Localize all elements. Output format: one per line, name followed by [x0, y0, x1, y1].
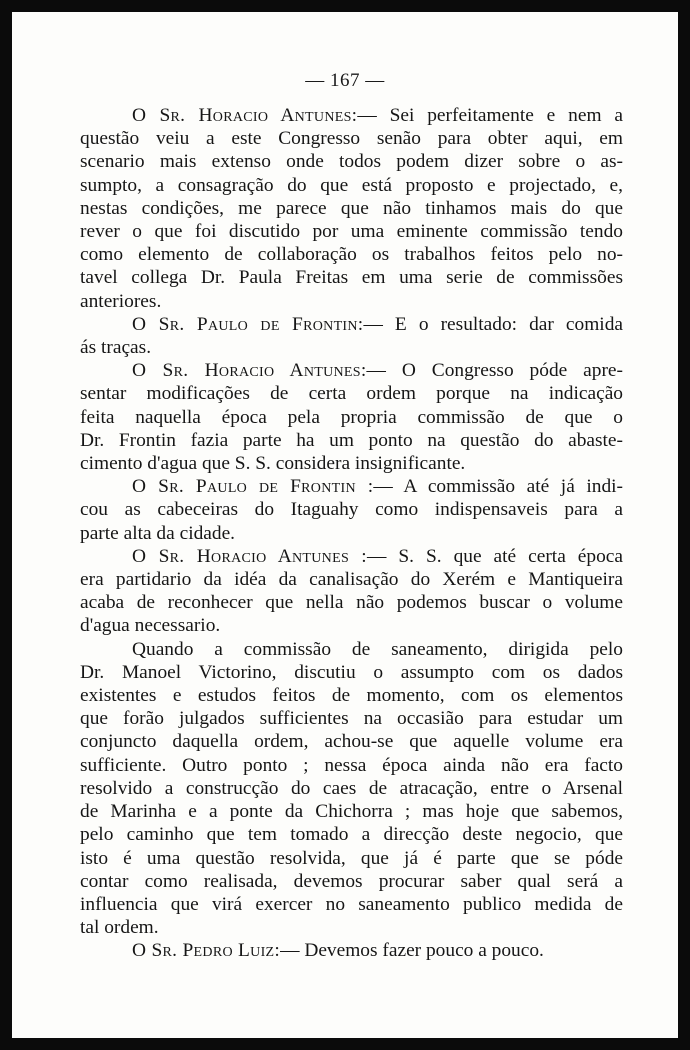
text-line: O Sr. Pedro Luiz:— Devemos fazer pouco a pouco. — [132, 940, 544, 962]
speaker-name: O Sr. Horacio Antunes : — [132, 545, 367, 567]
paragraph — [80, 638, 623, 940]
text-line: cimento d'agua que S. S. considera insignificante. — [80, 453, 466, 475]
text-line: O Sr. Paulo de Frontin :— A commissão até já indi- — [132, 476, 623, 498]
speaker-name: O Sr. Pedro Luiz: — [132, 940, 281, 962]
text-line: tavel collega Dr. Paula Freitas em uma serie de commissões — [80, 267, 623, 289]
text-line: tal ordem. — [80, 917, 159, 939]
text-line: Dr. Frontin fazia parte ha um ponto na questão do abaste- — [80, 429, 623, 451]
text-line: isto é uma questão resolvida, que já é parte que se póde — [80, 847, 623, 869]
text-line: scenario mais extenso onde todos podem dizer sobre o as- — [80, 151, 623, 173]
text-line: rever o que foi discutido por uma eminente commissão tendo — [80, 221, 623, 243]
text-line: conjuncto daquella ordem, achou-se que aquelle volume era — [80, 731, 623, 753]
text-line: ás traças. — [80, 337, 152, 359]
paragraph — [80, 359, 623, 475]
paragraph — [80, 939, 623, 962]
text-line: sumpto, a consagração do que está proposto e projectado, e, — [80, 174, 623, 196]
text-line: feita naquella época pela propria commissão de que o — [80, 406, 623, 428]
text-line: Quando a commissão de saneamento, dirigida pelo — [132, 638, 623, 660]
text-line: cou as cabeceiras do Itaguahy como indispensaveis para a — [80, 499, 623, 521]
speaker-name: O Sr. Horacio Antunes: — [132, 105, 358, 126]
text-line: de Marinha e a ponte da Chichorra ; mas hoje que sabemos, — [80, 801, 623, 823]
text-line: sentar modificações de certa ordem porque na indicação — [80, 383, 623, 405]
text-line: d'agua necessario. — [80, 615, 221, 637]
speaker-name: O Sr. Horacio Antunes: — [132, 360, 367, 382]
text-line: nestas condições, me parece que não tinhamos mais do que — [80, 197, 623, 219]
speaker-name: O Sr. Paulo de Frontin: — [132, 313, 364, 335]
text-line: existentes e estudos feitos de momento, com os elementos — [80, 685, 623, 707]
page-number: — 167 — — [305, 70, 385, 91]
text-line: Dr. Manoel Victorino, discutiu o assumpto com os dados — [80, 661, 623, 683]
text-line: sufficiente. Outro ponto ; nessa época ainda não era facto — [80, 754, 623, 776]
text-line: anteriores. — [80, 290, 162, 312]
paragraph — [80, 545, 623, 638]
text-line: resolvido a construcção do caes de atracação, entre o Arsenal — [80, 777, 623, 799]
book-page — [12, 12, 678, 1038]
text-line: O Sr. Paulo de Frontin:— E o resultado: dar comida — [132, 313, 623, 335]
text-line: era partidario da idéa da canalisação do Xerém e Mantiqueira — [80, 569, 623, 591]
text-line: que forão julgados sufficientes na occasião para estudar um — [80, 708, 623, 730]
text-line: influencia que virá exercer no saneamento publico medida de — [80, 893, 623, 915]
text-line: acaba de reconhecer que nella não podemos buscar o volume — [80, 592, 623, 614]
text-line: O Sr. Horacio Antunes:— Sei perfeitamente e nem a — [132, 105, 623, 126]
text-line: O Sr. Horacio Antunes:— O Congresso póde apre- — [132, 360, 623, 382]
text-line: como elemento de collaboração os trabalhos feitos pelo no- — [80, 244, 623, 266]
paragraph — [80, 104, 623, 313]
text-line: pelo caminho que tem tomado a direcção deste negocio, que — [80, 824, 623, 846]
text-line: questão veiu a este Congresso senão para obter aqui, em — [80, 128, 623, 150]
paragraph — [80, 313, 623, 359]
text-line: parte alta da cidade. — [80, 522, 236, 544]
text-line: O Sr. Horacio Antunes :— S. S. que até certa época — [132, 545, 623, 567]
text-line: contar como realisada, devemos procurar saber qual será a — [80, 870, 623, 892]
page-body — [80, 104, 623, 963]
paragraph — [80, 475, 623, 545]
speaker-name: O Sr. Paulo de Frontin : — [132, 476, 374, 498]
